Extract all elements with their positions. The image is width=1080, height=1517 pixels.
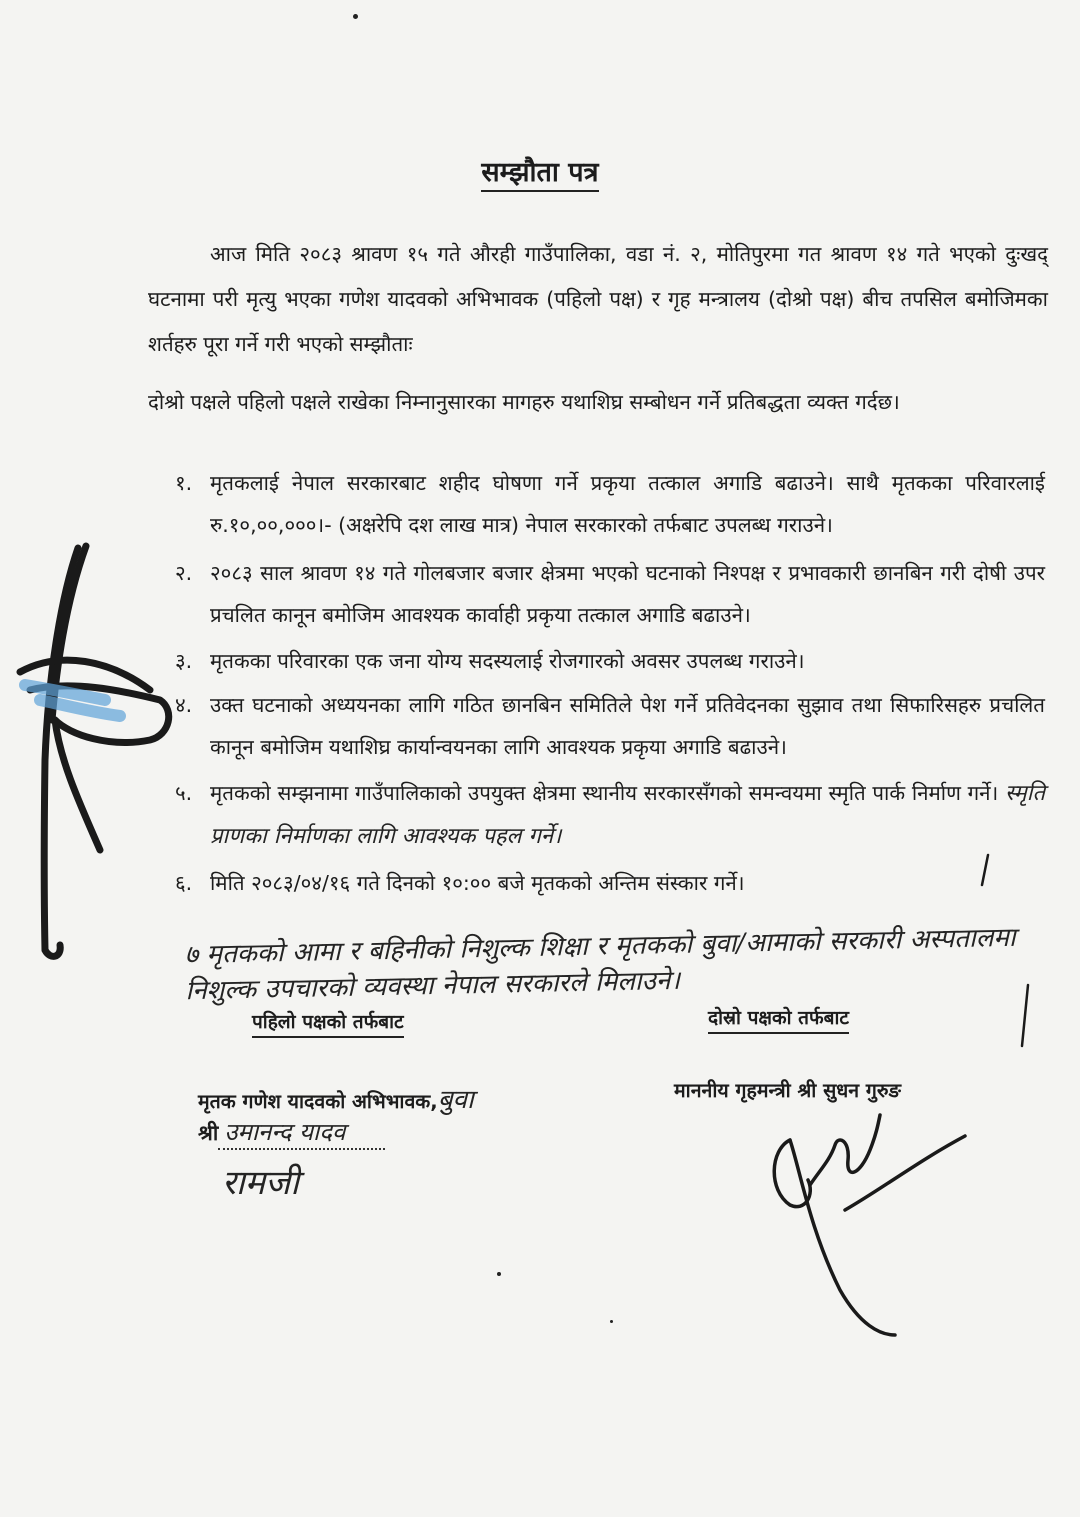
list-item: २. २०८३ साल श्रावण १४ गते गोलबजार बजार क्षेत्रमा भएको घटनाको निश्पक्ष र प्रभावकारी छानबिन गरी दोषी उपर प्रचलित कानून बमोजिम आवश्यक कार्वाही प्रकृया तत्काल अगाडि बढाउने। [175,561,1045,627]
left-margin-thumb-mark [20,546,169,956]
guardian-label: मृतक गणेश यादवको अभिभावक,बुवा [198,1085,474,1115]
list-item: ६. मिति २०८३/०४/१६ गते दिनको १०:०० बजे मृतकको अन्तिम संस्कार गर्ने। [175,871,745,895]
list-item: ४. उक्त घटनाको अध्ययनका लागि गठित छानबिन समितिले पेश गर्ने प्रतिवेदनका सुझाव तथा सिफारिसहरु प्रचलित कानून बमोजिम यथाशिघ्र कार्यान्वयनका लागि आवश्यक प्रकृया अगाडि बढाउने। [175,693,1045,759]
guardian-relation-handwritten: बुवा [437,1085,474,1115]
list-item: ३. मृतकका परिवारका एक जना योग्य सदस्यलाई रोजगारको अवसर उपलब्ध गराउने। [175,649,805,673]
first-party-label: पहिलो पक्षको तर्फबाट [252,1008,404,1038]
handwritten-item-7: ७ मृतकको आमा र बहिनीको निशुल्क शिक्षा र मृतकको बुवा/आमाको सरकारी अस्पतालमा निशुल्क उपचारको व्यवस्था नेपाल सरकारले मिलाउने। [184,922,1016,1007]
guardian-signature-text: रामजी [222,1163,300,1203]
list-item: ५. मृतकको सम्झनामा गाउँपालिकाको उपयुक्त क्षेत्रमा स्थानीय सरकारसँगको समन्वयमा स्मृति पार्क निर्माण गर्ने। स्मृति प्राणका निर्माणका लागि आवश्यक पहल गर्ने। [175,781,1045,849]
document-title: सम्झौता पत्र [0,152,1080,189]
second-party-label: दोस्रो पक्षको तर्फबाट [708,1004,849,1034]
signature-strokes-right [982,855,1028,1046]
minister-label: माननीय गृहमन्त्री श्री सुधन गुरुङ [674,1079,901,1102]
minister-signature [774,1115,965,1335]
list-item: १. मृतकलाई नेपाल सरकारबाट शहीद घोषणा गर्ने प्रकृया तत्काल अगाडि बढाउने। साथै मृतकका परिवारलाई रु.१०,००,०००।- (अक्षरेपि दश लाख मात्र) नेपाल सरकारको तर्फबाट उपलब्ध गराउने। [175,471,1045,537]
guardian-name-handwritten: उमानन्द यादव [218,1118,385,1150]
guardian-name-line: श्री उमानन्द यादव [198,1115,385,1148]
intro-paragraph: आज मिति २०८३ श्रावण १५ गते औरही गाउँपालिका, वडा नं. २, मोतिपुरमा गत श्रावण १४ गते भएको दुःखद् घटनामा परी मृत्यु भएका गणेश यादवको अभिभावक (पहिलो पक्ष) र गृह मन्त्रालय (दोश्रो पक्ष) बीच तपसिल बमोजिमका शर्तहरु पूरा गर्ने गरी भएको सम्झौताः [148,242,1048,356]
handwritten-addition: स्मृति प्राणका निर्माणका लागि आवश्यक पहल गर्ने। [210,781,1045,849]
commitment-paragraph: दोश्रो पक्षले पहिलो पक्षले राखेका निम्नानुसारका मागहरु यथाशिघ्र सम्बोधन गर्ने प्रतिबद्धता व्यक्त गर्दछ। [148,390,900,414]
